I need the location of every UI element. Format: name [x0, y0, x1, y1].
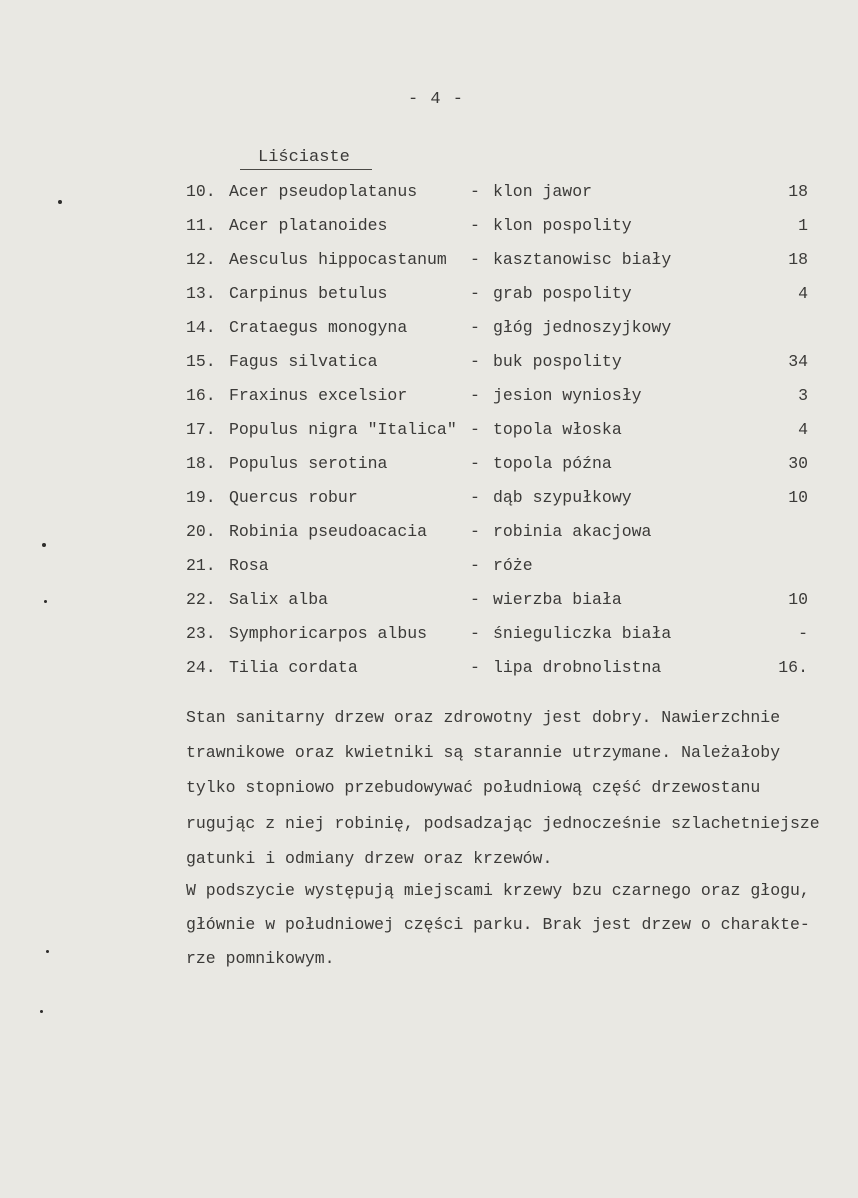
polish-name: klon pospolity	[493, 216, 632, 235]
list-item	[0, 488, 858, 514]
polish-name: klon jawor	[493, 182, 593, 201]
paragraph-line: trawnikowe oraz kwietniki są starannie utrzymane. Należałoby	[186, 743, 781, 762]
latin-name: Crataegus monogyna	[229, 318, 408, 337]
tree-count: 4	[798, 284, 808, 303]
paper-speck	[46, 950, 49, 953]
latin-name: Fagus silvatica	[229, 352, 378, 371]
separator-dash: -	[470, 420, 480, 439]
latin-name: Rosa	[229, 556, 269, 575]
paragraph-line: głównie w południowej części parku. Brak jest drzew o charakte-	[186, 915, 810, 934]
separator-dash: -	[470, 590, 480, 609]
polish-name: lipa drobnolistna	[493, 658, 662, 677]
tree-count: 10	[788, 590, 808, 609]
list-item	[0, 522, 858, 548]
separator-dash: -	[470, 454, 480, 473]
item-number: 10.	[186, 182, 216, 201]
paragraph-line: Stan sanitarny drzew oraz zdrowotny jest dobry. Nawierzchnie	[186, 708, 781, 727]
separator-dash: -	[470, 284, 480, 303]
paragraph-line: gatunki i odmiany drzew oraz krzewów.	[186, 849, 553, 868]
polish-name: grab pospolity	[493, 284, 632, 303]
separator-dash: -	[470, 658, 480, 677]
latin-name: Salix alba	[229, 590, 329, 609]
item-number: 19.	[186, 488, 216, 507]
polish-name: śnieguliczka biała	[493, 624, 672, 643]
separator-dash: -	[470, 522, 480, 541]
list-item	[0, 284, 858, 310]
paragraph-line: W podszycie występują miejscami krzewy bzu czarnego oraz głogu,	[186, 881, 810, 900]
separator-dash: -	[470, 182, 480, 201]
separator-dash: -	[470, 250, 480, 269]
item-number: 17.	[186, 420, 216, 439]
list-item	[0, 352, 858, 378]
tree-count: 1	[798, 216, 808, 235]
list-item	[0, 556, 858, 582]
item-number: 22.	[186, 590, 216, 609]
list-item	[0, 250, 858, 276]
section-heading: Liściaste	[258, 148, 350, 167]
item-number: 13.	[186, 284, 216, 303]
tree-count: 18	[788, 250, 808, 269]
latin-name: Robinia pseudoacacia	[229, 522, 428, 541]
list-item	[0, 658, 858, 684]
paragraph-line: tylko stopniowo przebudowywać południową część drzewostanu	[186, 778, 761, 797]
separator-dash: -	[470, 624, 480, 643]
polish-name: robinia akacjowa	[493, 522, 652, 541]
latin-name: Populus nigra "Italica"	[229, 420, 457, 439]
latin-name: Carpinus betulus	[229, 284, 388, 303]
latin-name: Fraxinus excelsior	[229, 386, 408, 405]
latin-name: Acer pseudoplatanus	[229, 182, 418, 201]
list-item	[0, 624, 858, 650]
polish-name: wierzba biała	[493, 590, 622, 609]
item-number: 11.	[186, 216, 216, 235]
item-number: 20.	[186, 522, 216, 541]
polish-name: topola późna	[493, 454, 612, 473]
latin-name: Acer platanoides	[229, 216, 388, 235]
polish-name: dąb szypułkowy	[493, 488, 632, 507]
polish-name: buk pospolity	[493, 352, 622, 371]
paragraph-line: rugując z niej robinię, podsadzając jednocześnie szlachetniejsze	[186, 814, 820, 833]
list-item	[0, 182, 858, 208]
list-item	[0, 454, 858, 480]
latin-name: Aesculus hippocastanum	[229, 250, 447, 269]
tree-count: 16.	[778, 658, 808, 677]
latin-name: Tilia cordata	[229, 658, 358, 677]
separator-dash: -	[470, 352, 480, 371]
item-number: 14.	[186, 318, 216, 337]
tree-count: 34	[788, 352, 808, 371]
separator-dash: -	[470, 488, 480, 507]
paragraph-line: rze pomnikowym.	[186, 949, 335, 968]
tree-count: 3	[798, 386, 808, 405]
heading-underline	[240, 169, 372, 170]
separator-dash: -	[470, 386, 480, 405]
item-number: 16.	[186, 386, 216, 405]
polish-name: topola włoska	[493, 420, 622, 439]
separator-dash: -	[470, 318, 480, 337]
list-item	[0, 318, 858, 344]
tree-count: 30	[788, 454, 808, 473]
list-item	[0, 216, 858, 242]
paper-speck	[40, 1010, 43, 1013]
separator-dash: -	[470, 216, 480, 235]
tree-count: -	[798, 624, 808, 643]
item-number: 18.	[186, 454, 216, 473]
polish-name: jesion wyniosły	[493, 386, 642, 405]
item-number: 24.	[186, 658, 216, 677]
item-number: 12.	[186, 250, 216, 269]
tree-count: 18	[788, 182, 808, 201]
latin-name: Quercus robur	[229, 488, 358, 507]
item-number: 21.	[186, 556, 216, 575]
list-item	[0, 420, 858, 446]
list-item	[0, 386, 858, 412]
polish-name: kasztanowisc biały	[493, 250, 672, 269]
item-number: 15.	[186, 352, 216, 371]
tree-count: 10	[788, 488, 808, 507]
latin-name: Populus serotina	[229, 454, 388, 473]
list-item	[0, 590, 858, 616]
tree-count: 4	[798, 420, 808, 439]
separator-dash: -	[470, 556, 480, 575]
polish-name: głóg jednoszyjkowy	[493, 318, 672, 337]
item-number: 23.	[186, 624, 216, 643]
polish-name: róże	[493, 556, 533, 575]
latin-name: Symphoricarpos albus	[229, 624, 428, 643]
page-number: - 4 -	[408, 90, 465, 109]
